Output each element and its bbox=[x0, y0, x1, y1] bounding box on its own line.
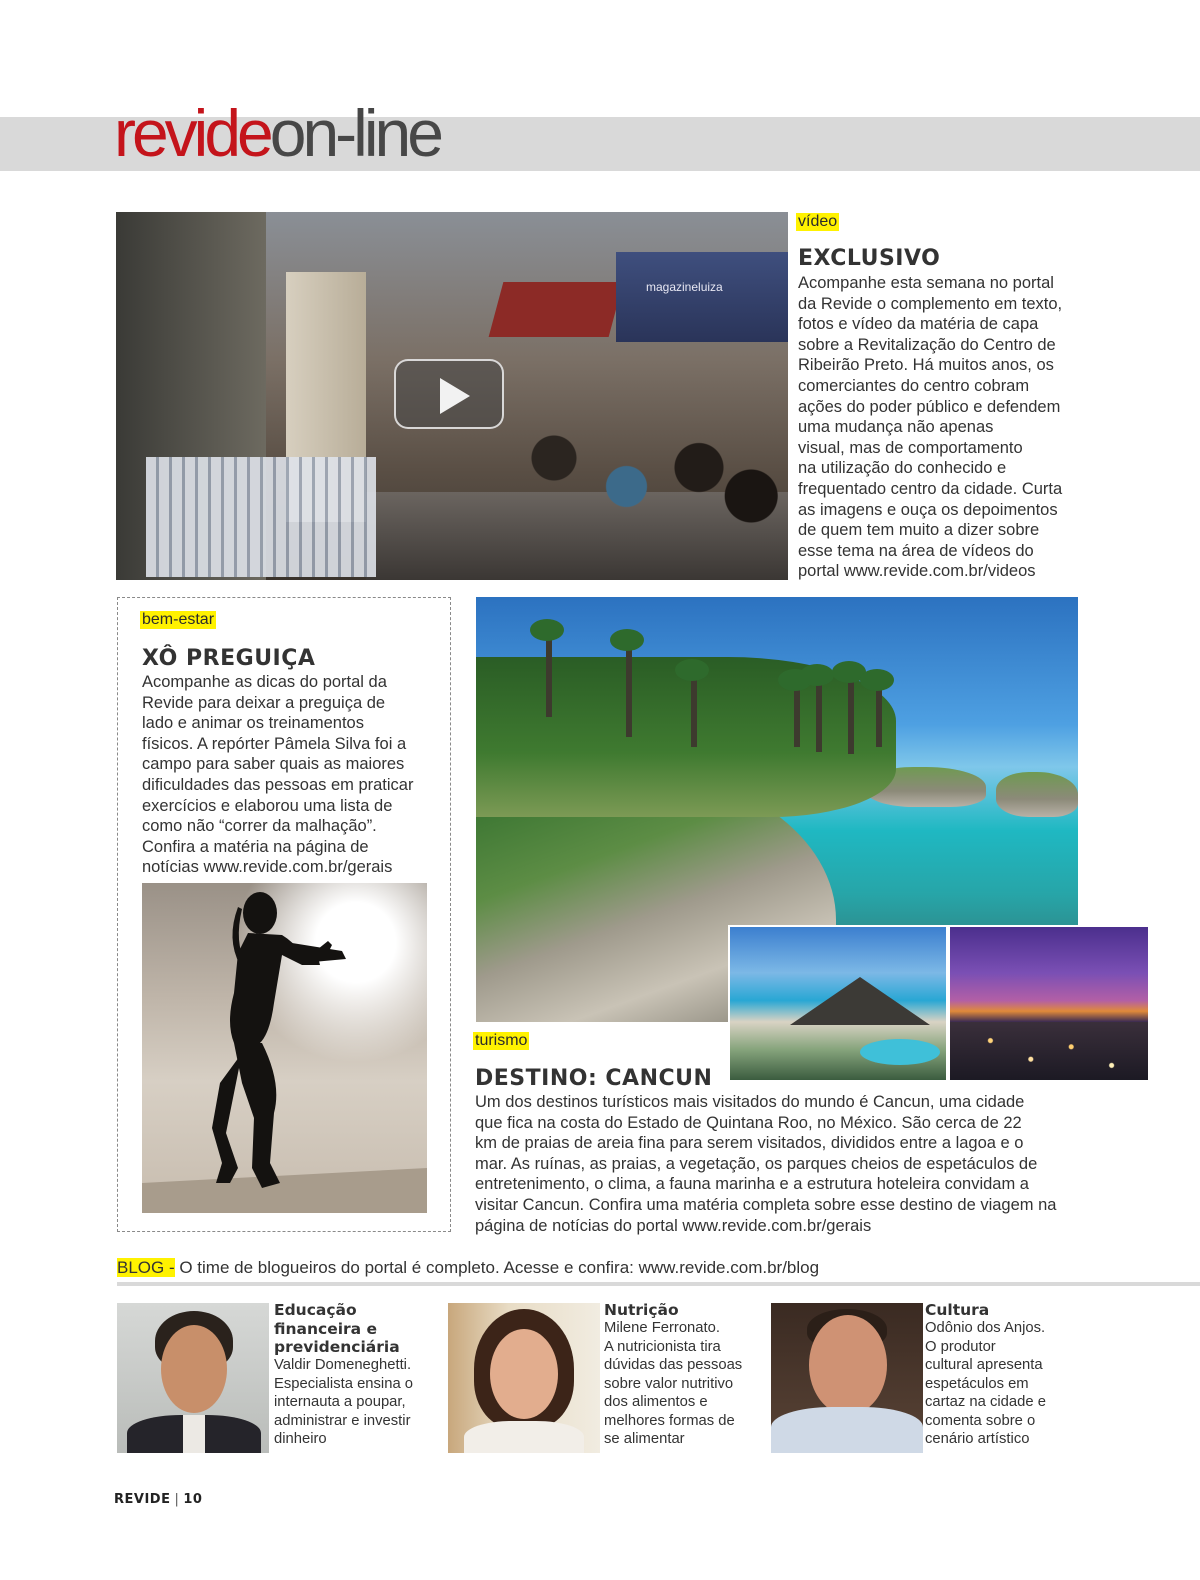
brand-red-text: revide bbox=[114, 96, 270, 170]
page-number: 10 bbox=[183, 1492, 203, 1507]
page-footer bbox=[114, 1492, 202, 1507]
blogger-text-1 bbox=[274, 1356, 413, 1449]
brand-gray-text: on-line bbox=[269, 96, 440, 170]
blogger-photo-odonio bbox=[771, 1303, 923, 1453]
wellness-body-line: Revide para deixar a preguiça de bbox=[142, 693, 386, 712]
tourism-body-line: que fica na costa do Estado de Quintana Roo, no México. São cerca de 22 bbox=[475, 1113, 1022, 1132]
tourism-body-line: Um dos destinos turísticos mais visitados do mundo é Cancun, uma cidade bbox=[475, 1093, 1025, 1111]
blogger-photo-milene bbox=[448, 1303, 600, 1453]
blogger-title-1 bbox=[274, 1301, 400, 1357]
wellness-tag: bem-estar bbox=[142, 611, 215, 628]
tourism-title: DESTINO: CANCUN bbox=[475, 1066, 713, 1091]
blogger-text-line: espetáculos em bbox=[925, 1375, 1029, 1392]
blogger-text-line: cultural apresenta bbox=[925, 1357, 1043, 1373]
hotel-photo bbox=[728, 925, 948, 1082]
wellness-body-line: notícias www.revide.com.br/gerais bbox=[142, 858, 393, 877]
blogger-text-line: cartaz na cidade e bbox=[925, 1394, 1046, 1410]
video-body-line: uma mudança não apenas bbox=[798, 418, 994, 437]
tourism-body-line: mar. As ruínas, as praias, a vegetação, os parques cheios de espetáculos de bbox=[475, 1154, 1038, 1173]
blogger-title-line: financeira e bbox=[274, 1319, 378, 1338]
magazine-name: REVIDE bbox=[114, 1492, 171, 1507]
blogger-title-line: Nutrição bbox=[604, 1301, 679, 1319]
video-body-line: portal www.revide.com.br/videos bbox=[798, 562, 1036, 581]
blogger-text-line: O produtor bbox=[925, 1338, 996, 1355]
wellness-body-line: exercícios e elaborou uma lista de bbox=[142, 796, 393, 815]
video-body-line: as imagens e ouça os depoimentos bbox=[798, 500, 1058, 519]
blogger-text-line: Valdir Domeneghetti. bbox=[274, 1357, 412, 1373]
blogger-text-line: cenário artístico bbox=[925, 1431, 1030, 1447]
blogger-text-line: sobre valor nutritivo bbox=[604, 1375, 734, 1392]
tourism-body bbox=[475, 1092, 1115, 1236]
blogger-text-line: dinheiro bbox=[274, 1431, 327, 1447]
divider bbox=[117, 1282, 1200, 1286]
blogger-title-line: previdenciária bbox=[274, 1338, 400, 1356]
tourism-body-line: km de praias de areia fina para serem visitados, divididos entre a lagoa e o bbox=[475, 1134, 1024, 1153]
video-body-line: de quem tem muito a dizer sobre bbox=[798, 521, 1040, 540]
wellness-body-line: lado e animar os treinamentos bbox=[142, 714, 364, 733]
wellness-body-line: como não “correr da malhação”. bbox=[142, 817, 377, 836]
blogger-text-line: se alimentar bbox=[604, 1431, 685, 1447]
video-tag: vídeo bbox=[798, 213, 838, 230]
blogger-text-line: A nutricionista tira bbox=[604, 1338, 721, 1355]
video-body-line: na utilização do conhecido e bbox=[798, 459, 1007, 478]
blogger-text-line: melhores formas de bbox=[604, 1412, 735, 1429]
blogger-text-3 bbox=[925, 1319, 1046, 1449]
blogger-text-2 bbox=[604, 1319, 742, 1449]
wellness-body-line: campo para saber quais as maiores bbox=[142, 755, 405, 774]
blog-intro-text: O time de blogueiros do portal é completo. Acesse e confira: www.revide.com.br/blog bbox=[174, 1258, 820, 1277]
video-body-line: fotos e vídeo da matéria de capa bbox=[798, 315, 1039, 334]
blogger-title-3 bbox=[925, 1301, 989, 1320]
video-body-line: ações do poder público e defendem bbox=[798, 397, 1061, 416]
video-body-line: sobre a Revitalização do Centro de bbox=[798, 335, 1056, 354]
wellness-body-line: Acompanhe as dicas do portal da bbox=[142, 673, 387, 691]
video-body-line: esse tema na área de vídeos do bbox=[798, 541, 1034, 560]
night-city-photo bbox=[948, 925, 1150, 1082]
wellness-title: XÔ PREGUIÇA bbox=[142, 646, 316, 671]
video-body-line: visual, mas de comportamento bbox=[798, 438, 1023, 457]
wellness-body bbox=[142, 672, 442, 878]
footer-separator: | bbox=[174, 1492, 180, 1507]
video-body-line: frequentado centro da cidade. Curta bbox=[798, 479, 1063, 498]
blogger-text-line: Especialista ensina o bbox=[274, 1375, 414, 1392]
blogger-text-line: dos alimentos e bbox=[604, 1394, 708, 1410]
blogger-text-line: Odônio dos Anjos. bbox=[925, 1320, 1046, 1336]
blogger-text-line: internauta a poupar, bbox=[274, 1394, 406, 1410]
blog-intro bbox=[117, 1258, 819, 1278]
video-body-line: Acompanhe esta semana no portal bbox=[798, 274, 1054, 292]
video-title: EXCLUSIVO bbox=[798, 246, 941, 271]
blogger-text-line: dúvidas das pessoas bbox=[604, 1357, 743, 1373]
wellness-body-line: Confira a matéria na página de bbox=[142, 837, 369, 856]
section-logo bbox=[114, 96, 440, 170]
tourism-body-line: página de notícias do portal www.revide.com.br/gerais bbox=[475, 1216, 872, 1235]
play-icon bbox=[440, 378, 470, 414]
blogger-title-line: Cultura bbox=[925, 1301, 990, 1319]
video-body-line: comerciantes do centro cobram bbox=[798, 376, 1030, 395]
tourism-body-line: entretenimento, o clima, a fauna marinha e a estrutura hoteleira convidam a bbox=[475, 1175, 1029, 1194]
play-button[interactable] bbox=[394, 359, 504, 429]
blogger-text-line: Milene Ferronato. bbox=[604, 1320, 720, 1336]
video-thumbnail[interactable] bbox=[116, 212, 788, 580]
video-body bbox=[798, 273, 1098, 582]
wellness-body-line: físicos. A repórter Pâmela Silva foi a bbox=[142, 734, 407, 753]
video-body-line: Ribeirão Preto. Há muitos anos, os bbox=[798, 356, 1054, 375]
blogger-title-2 bbox=[604, 1301, 679, 1320]
blogger-photo-valdir bbox=[117, 1303, 269, 1453]
blogger-title-line: Educação bbox=[274, 1301, 357, 1319]
tourism-body-line: visitar Cancun. Confira uma matéria completa sobre esse destino de viagem na bbox=[475, 1195, 1057, 1214]
tourism-tag: turismo bbox=[475, 1032, 528, 1049]
blog-tag: BLOG - bbox=[117, 1258, 175, 1277]
store-sign: magazineluiza bbox=[646, 280, 723, 294]
blogger-text-line: comenta sobre o bbox=[925, 1412, 1036, 1429]
video-body-line: da Revide o complemento em texto, bbox=[798, 294, 1063, 313]
exercise-photo bbox=[142, 883, 427, 1213]
blogger-text-line: administrar e investir bbox=[274, 1412, 411, 1429]
wellness-body-line: dificuldades das pessoas em praticar bbox=[142, 775, 414, 794]
